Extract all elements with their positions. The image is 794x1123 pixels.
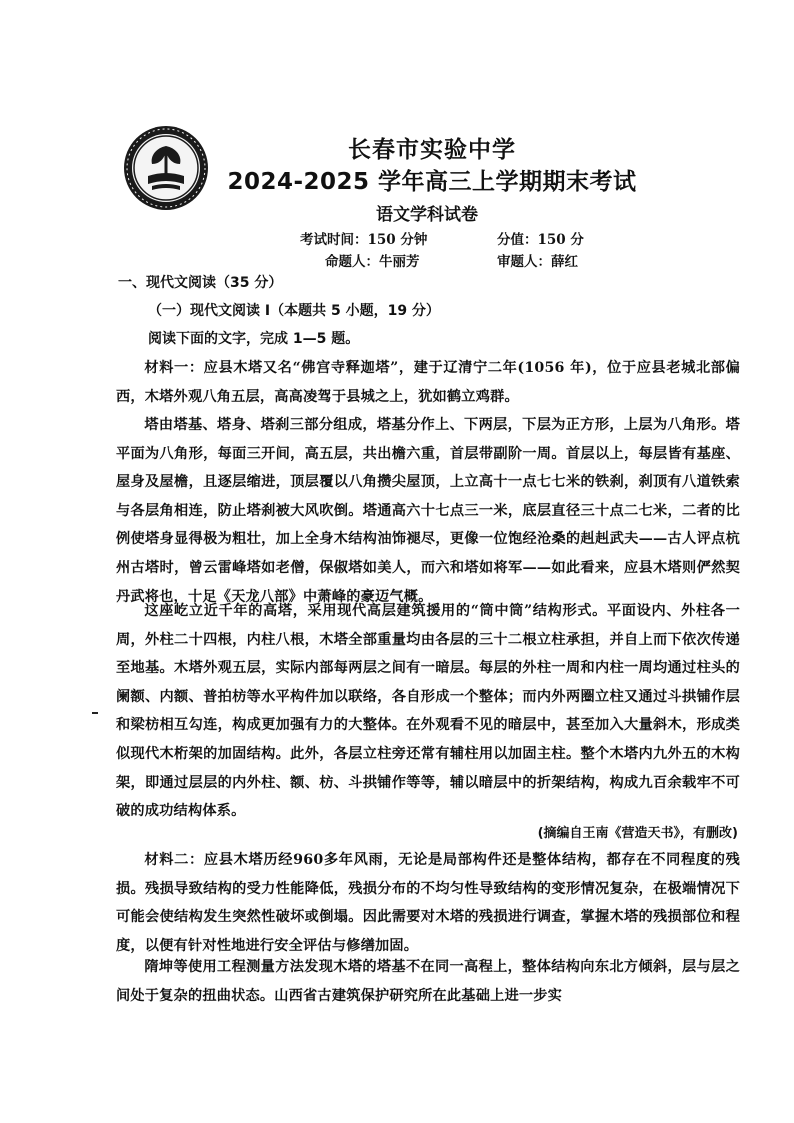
section-title: 一、现代文阅读（35 分）	[118, 275, 283, 291]
school-name: 长春市实验中学	[348, 137, 516, 163]
exam-time: 考试时间：150 分钟	[300, 232, 428, 248]
exam-reviewer: 审题人：薛红	[497, 254, 578, 270]
reading-instruction: 阅读下面的文字，完成 1—5 题。	[148, 331, 360, 347]
subject-title: 语文学科试卷	[376, 205, 478, 225]
material1-paragraph-2: 塔由塔基、塔身、塔刹三部分组成，塔基分作上、下两层，下层为正方形，上层为八角形。塔平面为八角形，每面三开间，高五层，共出檐六重，首层带副阶一周。首层以上，每层皆有基座、屋身及屋檐，且逐层缩进，顶层覆以八角攒尖屋顶，上立高十一点七七米的铁刹，刹顶有八道铁索与各层角相连，防止塔刹被大风吹倒。塔通高六十七点三一米，底层直径三十点二七米，二者的比例使塔身显得极为粗壮，加上全身木结构油饰褪尽，更像一位饱经沧桑的赳赳武夫——古人评点杭州古塔时，曾云雷峰塔如老僧，保俶塔如美人，而六和塔如将军——如此看来，应县木塔则俨然契丹武将也，十足《天龙八部》中萧峰的豪迈气概。	[116, 417, 740, 605]
material2-paragraph-1: 材料二：应县木塔历经960多年风雨，无论是局部构件还是整体结构，都存在不同程度的残损。残损导致结构的受力性能降低，残损分布的不均匀性导致结构的变形情况复杂，在极端情况下可能会使结构发生突然性破坏或倒塌。因此需要对木塔的残损进行调查，掌握木塔的残损部位和程度，以便有针对性地进行安全评估与修缮加固。	[116, 852, 740, 954]
material1-source: (摘编自王南《营造天书》，有删改)	[537, 826, 738, 841]
material1-paragraph-3: 这座屹立近千年的高塔，采用现代高层建筑援用的“筒中筒”结构形式。平面设内、外柱各一周，外柱二十四根，内柱八根，木塔全部重量均由各层的三十二根立柱承担，并自上而下依次传递至地基。木塔外观五层，实际内部每两层之间有一暗层。每层的外柱一周和内柱一周均通过柱头的阑额、内额、普拍枋等水平构件加以联络，各自形成一个整体；而内外两圈立柱又通过斗拱铺作层和梁枋相互勾连，构成更加强有力的大整体。在外观看不见的暗层中，甚至加入大量斜木，形成类似现代木桁架的加固结构。此外，各层立柱旁还常有辅柱用以加固主柱。整个木塔内九外五的木构架，即通过层层的内外柱、额、枋、斗拱铺作等等，辅以暗层中的折架结构，构成九百余载牢不可破的成功结构体系。	[116, 603, 740, 820]
exam-score: 分值：150 分	[497, 232, 584, 248]
section-subtitle: （一）现代文阅读 Ⅰ（本题共 5 小题，19 分）	[148, 303, 440, 319]
material1-paragraph-1: 材料一：应县木塔又名“佛宫寺释迦塔”，建于辽清宁二年(1056 年)，位于应县老城北部偏西，木塔外观八角五层，高高凌驾于县城之上，犹如鹤立鸡群。	[116, 360, 740, 405]
margin-mark	[92, 712, 98, 714]
material2-paragraph-2: 隋坤等使用工程测量方法发现木塔的塔基不在同一高程上，整体结构向东北方倾斜，层与层之间处于复杂的扭曲状态。山西省古建筑保护研究所在此基础上进一步实	[116, 959, 740, 1004]
exam-title: 2024-2025 学年高三上学期期末考试	[227, 169, 637, 195]
exam-author: 命题人：牛丽芳	[325, 254, 420, 270]
